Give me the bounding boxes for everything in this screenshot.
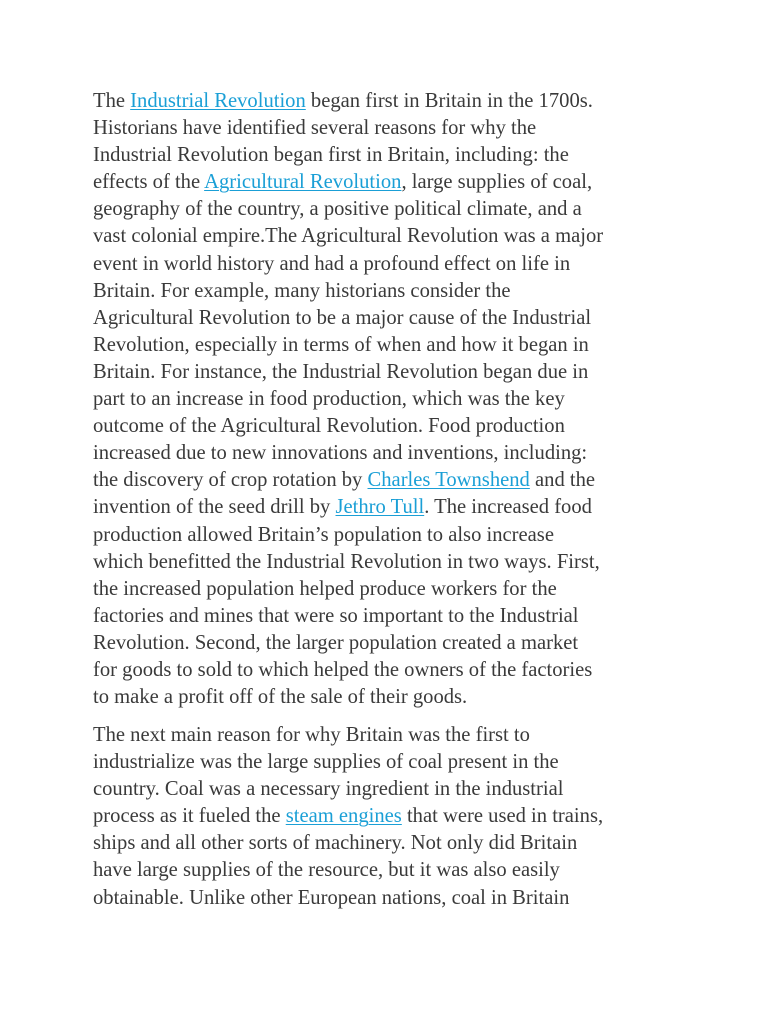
paragraph	[93, 722, 683, 912]
paragraph-text: The next main reason for why Britain was the first to industrialize was the large supplies of coal present in the country. Coal was a necessary ingredient in the industrial process as it fueled the	[93, 724, 564, 828]
paragraph-text: and the invention of the seed drill by	[93, 469, 596, 519]
paragraph-text: The	[93, 90, 131, 112]
link-jethro-tull[interactable]: Jethro Tull	[335, 496, 425, 519]
paragraph-text: . The increased food production allowed Britain’s population to also increase which benefitted the Industrial Revolution in two ways. First, the increased population helped produce workers for the factories and mines that were so important to the Industrial Revolution. Second, the larger population created a market for goods to sold to which helped the owners of the factories to make a profit off of the sale of their goods.	[93, 496, 600, 709]
paragraph-text: , large supplies of coal, geography of the country, a positive political climate, and a vast colonial empire.The Agricultural Revolution was a major event in world history and had a profound effect on life in Britain. For example, many historians consider the Agricultural Revolution to be a major cause of the Industrial Revolution, especially in terms of when and how it began in Britain. For instance, the Industrial Revolution began due in part to an increase in food production, which was the key outcome of the Agricultural Revolution. Food production increased due to new innovations and inventions, including: the discovery of crop rotation by	[93, 171, 604, 492]
paragraph-text: that were used in trains, ships and all other sorts of machinery. Not only did Britain have large supplies of the resource, but it was also easily obtainable. Unlike other European nations, coal in Britain	[93, 805, 604, 909]
link-steam-engines[interactable]: steam engines	[285, 805, 402, 828]
link-agricultural-revolution[interactable]: Agricultural Revolution	[204, 171, 402, 194]
paragraph-text: began first in Britain in the 1700s. Historians have identified several reasons for why the Industrial Revolution began first in Britain, including: the effects of the	[93, 90, 593, 194]
link-industrial-revolution[interactable]: Industrial Revolution	[130, 90, 306, 112]
paragraph	[93, 88, 683, 711]
link-charles-townshend[interactable]: Charles Townshend	[367, 469, 530, 492]
